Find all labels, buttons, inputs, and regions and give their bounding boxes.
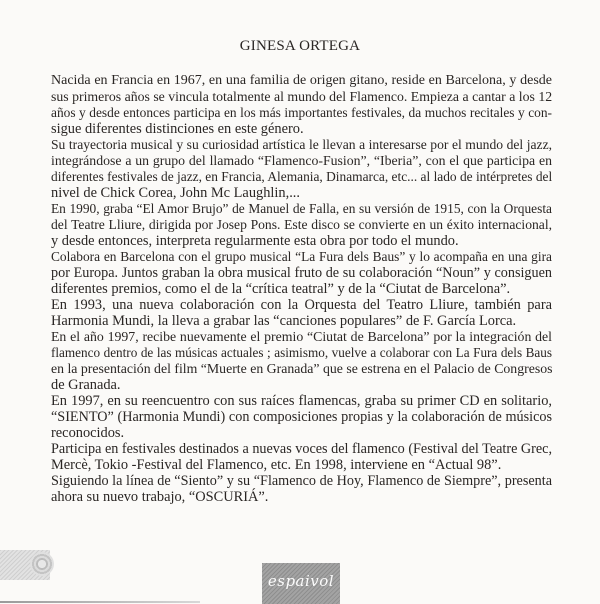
text-line: por Europa. Juntos graban la obra musical fruto de su colaboración “Noun” y consiguen xyxy=(51,265,552,281)
text-line: diferentes festivales de jazz, en Francia, Alemania, Dinamarca, etc... al lado de intérpretes del xyxy=(51,169,553,184)
text-line: del Teatre Lliure, dirigida por Josep Pons. Este disco se convierte en un éxito internacional, xyxy=(51,217,552,232)
text-line: de Granada. xyxy=(51,377,121,393)
biography-text xyxy=(51,73,552,505)
text-line: sus primeros años se vincula totalmente al mundo del Flamenco. Empieza a cantar a los 12 xyxy=(51,89,553,104)
text-line: reconocidos. xyxy=(51,425,125,441)
text-line: En 1993, una nueva colaboración con la Orquesta del Teatro Lliure, también para xyxy=(51,297,552,313)
text-line: Nacida en Francia en 1967, en una familia de origen gitano, reside en Barcelona, y desde xyxy=(51,73,552,88)
text-line: años y desde entonces participa en los más importantes festivales, da muchos recitales y con- xyxy=(51,105,552,120)
text-line: Harmonia Mundi, la lleva a grabar las “canciones populares” de F. García Lorca. xyxy=(51,313,517,329)
text-line: En 1990, graba “El Amor Brujo” de Manuel de Falla, en su versión de 1915, con la Orquesta xyxy=(51,201,552,216)
disc-emblem-icon xyxy=(0,550,50,580)
text-line: Colabora en Barcelona con el grupo musical “La Fura dels Baus” y lo acompaña en una gira xyxy=(51,249,552,264)
text-line: y desde entonces, interpreta regularmente esta obra por todo el mundo. xyxy=(51,233,459,249)
text-line: sigue diferentes distinciones en este género. xyxy=(51,121,304,137)
text-line: En el año 1997, recibe nuevamente el premio “Ciutat de Barcelona” por la integración del xyxy=(51,329,552,344)
text-line: flamenco dentro de las músicas actuales ; asimismo, vuelve a colaborar con La Fura dels Baus xyxy=(51,345,552,360)
text-line: Siguiendo la línea de “Siento” y su “Flamenco de Hoy, Flamenco de Siempre”, presenta xyxy=(51,473,552,489)
text-line: integrándose a un grupo del llamado “Flamenco-Fusion”, “Iberia”, con el que participa en xyxy=(51,153,552,168)
text-line: diferentes premios, como el de la “crítica teatral” y de la “Ciutat de Barcelona”. xyxy=(51,281,511,297)
page-title: GINESA ORTEGA xyxy=(239,38,361,54)
text-line: ahora su nuevo trabajo, “OSCURIÁ”. xyxy=(51,489,269,505)
text-line: Mercè, Tokio -Festival del Flamenco, etc. En 1998, interviene en “Actual 98”. xyxy=(51,457,502,473)
text-line: Participa en festivales destinados a nuevas voces del flamenco (Festival del Teatre Grec, xyxy=(51,441,553,457)
text-line: “SIENTO” (Harmonia Mundi) con composiciones propias y la colaboración de músicos xyxy=(51,409,552,425)
label-logo: espaivol xyxy=(262,563,340,604)
text-line: en la presentación del film “Muerte en Granada” que se estrena en el Palacio de Congresos xyxy=(51,361,553,376)
bottom-divider xyxy=(0,601,200,603)
disc-ring-icon xyxy=(30,552,54,576)
text-line: En 1997, en su reencuentro con sus raíces flamencas, graba su primer CD en solitario, xyxy=(51,393,552,409)
text-line: nivel de Chick Corea, John Mc Laughlin,... xyxy=(51,185,300,201)
text-line: Su trayectoria musical y su curiosidad artística le llevan a interesarse por el mundo del jazz, xyxy=(51,137,552,152)
